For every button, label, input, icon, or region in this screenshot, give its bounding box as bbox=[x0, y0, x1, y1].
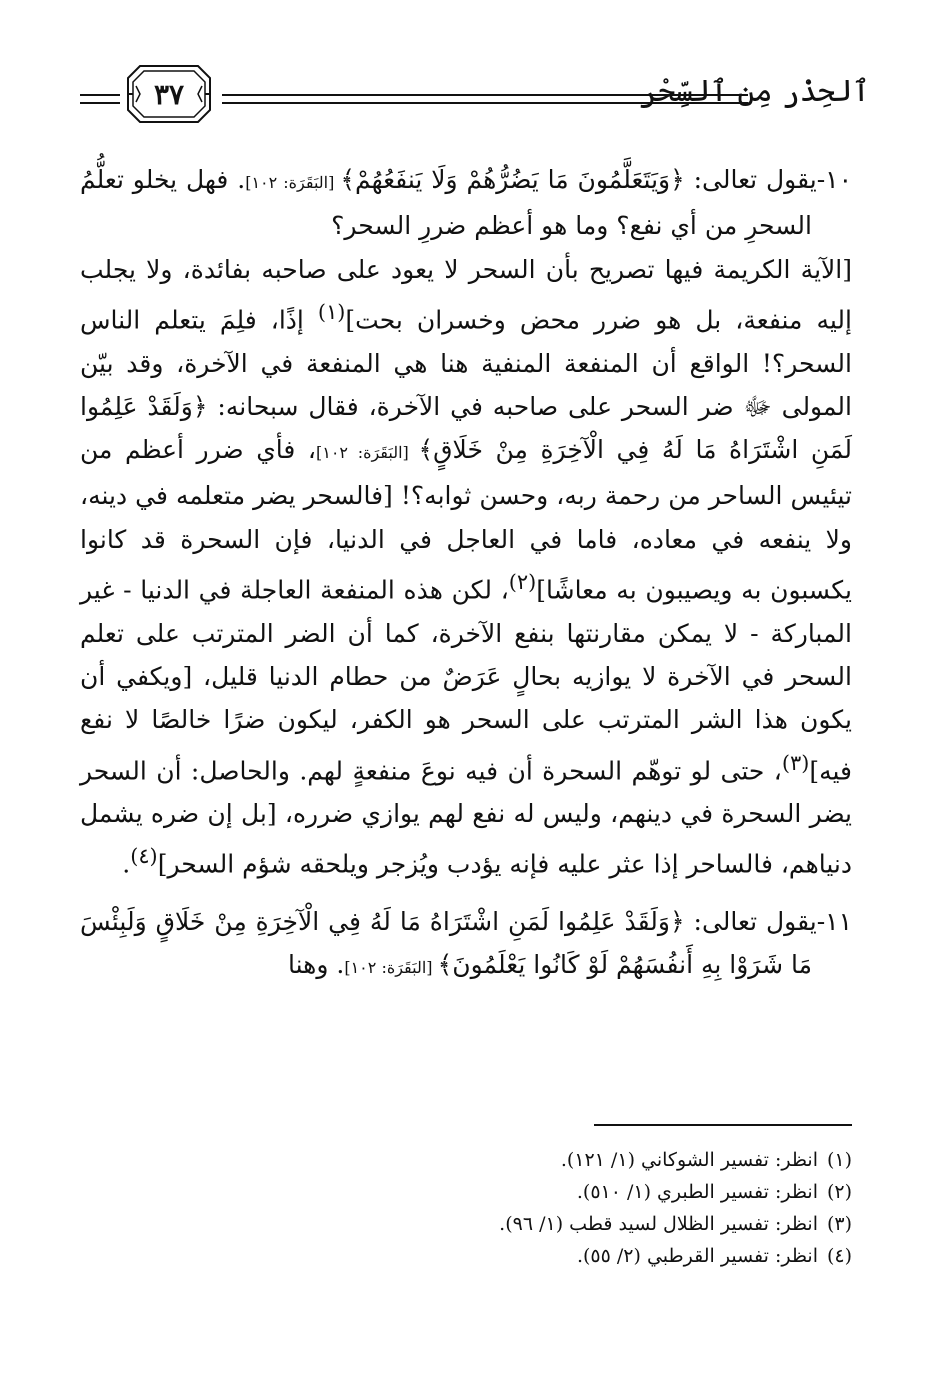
text-span: . bbox=[122, 849, 131, 879]
item-intro: يقول تعالى: bbox=[684, 165, 817, 194]
item-11 bbox=[80, 900, 852, 990]
surah-reference: [البَقَرَة: ١٠٢] bbox=[344, 958, 438, 978]
page-body bbox=[80, 158, 852, 990]
footnote-item bbox=[352, 1176, 852, 1208]
footnote-marker: (١) bbox=[317, 299, 346, 324]
footnote-marker: (٤) bbox=[130, 844, 158, 869]
commentary-paragraph bbox=[80, 248, 852, 886]
quran-verse: ﴿وَلَقَدْ عَلِمُوا لَمَنِ اشْتَرَاهُ مَا لَهُ فِي الْآخِرَةِ مِنْ خَلَاقٍ﴾ bbox=[80, 391, 852, 465]
footnote-number: (١) bbox=[826, 1149, 852, 1171]
item-intro: يقول تعالى: bbox=[684, 907, 817, 937]
quran-verse: ﴿وَلَقَدْ عَلِمُوا لَمَنِ اشْتَرَاهُ مَا لَهُ فِي الْآخِرَةِ مِنْ خَلَاقٍ وَلَبِئْسَ مَا شَرَوْا بِهِ أَنفُسَهُمْ لَوْ كَانُوا يَعْلَمُونَ﴾ bbox=[80, 907, 812, 980]
item-text: . وهنا bbox=[288, 950, 345, 980]
text-span: ، حتى لو توهّم السحرة أن فيه نوعَ منفعةٍ لهم. والحاصل: أن السحر يضر السحرة في دينهم، وليس له نفع لهم يوازي ضرره، [بل إن ضره يشمل دنياهم، فالساحر إذا عثر عليه فإنه يؤدب ويُزجر ويلحقه شؤم السحر] bbox=[80, 755, 852, 879]
item-number: ١٠- bbox=[816, 165, 853, 194]
running-title: ٱلحِذْر مِن ٱلسِّحْر bbox=[639, 74, 870, 109]
footnotes bbox=[352, 1144, 852, 1272]
header-rule-right bbox=[222, 94, 748, 104]
item-number: ١١- bbox=[816, 907, 852, 937]
footnote-number: (٢) bbox=[826, 1181, 852, 1203]
footnote-separator bbox=[594, 1124, 852, 1126]
footnote-marker: (٢) bbox=[508, 570, 537, 594]
text-span: إذًا، فلِمَ يتعلم الناس السحر؟! الواقع أن المنفعة المنفية هنا هي المنفعة في الآخرة، وقد بيّن المولى ﷻ ضر السحر على صاحبه في الآخرة، فقال سبحانه: bbox=[80, 305, 852, 421]
surah-reference: [البَقَرَة: ١٠٢] bbox=[315, 443, 419, 463]
footnote-text: انظر: تفسير الشوكاني (١/ ١٢١). bbox=[560, 1149, 818, 1171]
footnote-number: (٣) bbox=[826, 1213, 852, 1235]
text-span: ، لكن هذه المنفعة العاجلة في الدنيا - غير المباركة - لا يمكن مقارنتها بنفع الآخرة، كما أن الضر المترتب على تعلم السحر في الآخرة لا يوازيه بحالٍ عَرَضٌ من حطام الدنيا قليل، [ويكفي أن يكون هذا الشر المترتب على السحر هو الكفر، ليكون ضرًا خالصًا لا نفع فيه] bbox=[80, 575, 852, 785]
text-span: [الآية الكريمة فيها تصريح بأن السحر لا يعود على صاحبه بفائدة، ولا يجلب إليه منفعة، بل هو ضرر محض وخسران بحت] bbox=[80, 254, 852, 335]
item-text: . فهل يخلو تعلُّمُ السحرِ من أي نفع؟ وما هو أعظم ضررِ السحر؟ bbox=[80, 165, 812, 241]
page-header bbox=[80, 60, 870, 130]
footnote-marker: (٣) bbox=[781, 750, 810, 775]
text-span: ، فأي ضرر أعظم من تيئيس الساحر من رحمة ربه، وحسن ثوابه؟! [فالسحر يضر متعلمه في دينه، ولا ينفعه في معاده، فاما في العاجل في الدنيا، فإن السحرة قد كانوا يكسبون به ويصيبون به معاشًا] bbox=[80, 435, 852, 605]
page-number: ٣٧ bbox=[153, 78, 185, 111]
footnote-text: انظر: تفسير الظلال لسيد قطب (١/ ٩٦). bbox=[499, 1213, 818, 1235]
footnote-number: (٤) bbox=[826, 1245, 852, 1267]
footnote-text: انظر: تفسير القرطبي (٢/ ٥٥). bbox=[576, 1245, 818, 1267]
footnote-item bbox=[352, 1208, 852, 1240]
quran-verse: ﴿وَيَتَعَلَّمُونَ مَا يَضُرُّهُمْ وَلَا يَنفَعُهُمْ﴾ bbox=[340, 165, 685, 194]
surah-reference: [البَقَرَة: ١٠٢] bbox=[245, 173, 341, 192]
footnote-item bbox=[352, 1144, 852, 1176]
item-10 bbox=[80, 158, 852, 248]
page-number-frame bbox=[126, 64, 212, 124]
footnote-text: انظر: تفسير الطبري (١/ ٥١٠). bbox=[576, 1181, 818, 1203]
footnote-item bbox=[352, 1240, 852, 1272]
header-rule-left bbox=[80, 94, 120, 104]
